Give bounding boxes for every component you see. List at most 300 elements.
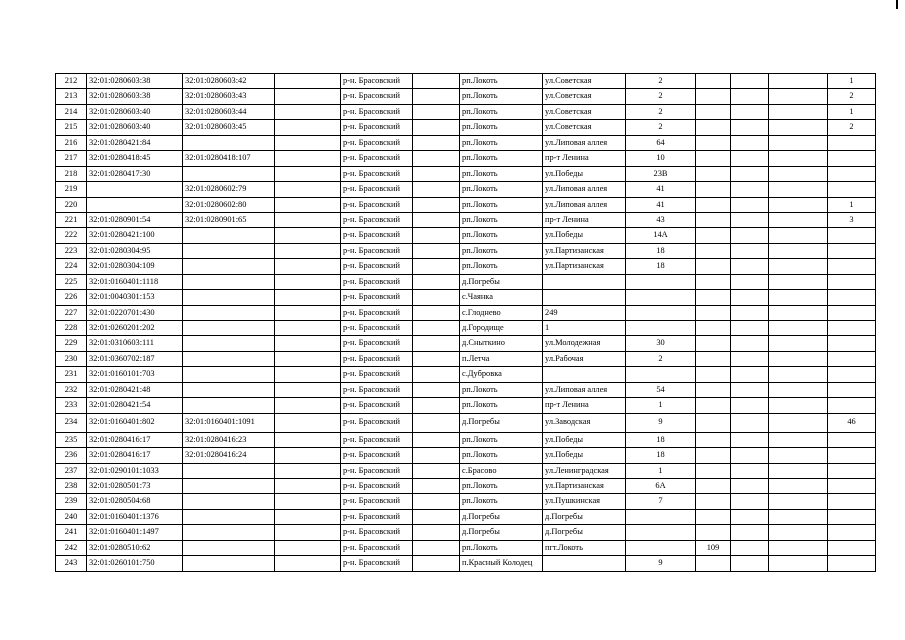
- row-number: 222: [56, 228, 87, 243]
- empty-cell: [275, 89, 341, 104]
- row-number: 219: [56, 182, 87, 197]
- empty-cell: [275, 259, 341, 274]
- house-cell: 1: [626, 398, 696, 413]
- cadastral-number-2: 32:01:0280416:24: [183, 448, 275, 463]
- empty-cell: [275, 120, 341, 135]
- locality-cell: д.Сныткино: [460, 336, 543, 351]
- empty-cell: [413, 74, 460, 89]
- empty-cell: [731, 540, 769, 555]
- cadastral-number-1: 32:01:0290101:1033: [87, 463, 183, 478]
- empty-cell: [275, 351, 341, 366]
- locality-cell: рп.Локоть: [460, 382, 543, 397]
- empty-cell: [413, 151, 460, 166]
- count-cell: 2: [828, 120, 876, 135]
- empty-cell: [731, 243, 769, 258]
- extra-cell: 109: [696, 540, 731, 555]
- empty-cell: [731, 89, 769, 104]
- house-cell: 6А: [626, 478, 696, 493]
- empty-cell: [413, 197, 460, 212]
- extra-cell: [696, 351, 731, 366]
- cadastral-number-2: [183, 367, 275, 382]
- empty-cell: [769, 151, 828, 166]
- table-row: [56, 525, 876, 540]
- empty-cell: [275, 305, 341, 320]
- cadastral-number-2: [183, 228, 275, 243]
- district-cell: р-н. Брасовский: [341, 197, 413, 212]
- house-cell: [626, 305, 696, 320]
- empty-cell: [731, 509, 769, 524]
- empty-cell: [413, 382, 460, 397]
- cadastral-number-2: [183, 351, 275, 366]
- locality-cell: рп.Локоть: [460, 228, 543, 243]
- count-cell: 1: [828, 74, 876, 89]
- street-cell: [543, 290, 626, 305]
- extra-cell: [696, 432, 731, 447]
- row-number: 230: [56, 351, 87, 366]
- row-number: 235: [56, 432, 87, 447]
- row-number: 223: [56, 243, 87, 258]
- district-cell: р-н. Брасовский: [341, 212, 413, 227]
- district-cell: р-н. Брасовский: [341, 243, 413, 258]
- empty-cell: [731, 448, 769, 463]
- count-cell: [828, 367, 876, 382]
- house-cell: 2: [626, 89, 696, 104]
- empty-cell: [413, 305, 460, 320]
- house-cell: [626, 540, 696, 555]
- house-cell: [626, 367, 696, 382]
- empty-cell: [275, 540, 341, 555]
- count-cell: [828, 135, 876, 150]
- extra-cell: [696, 135, 731, 150]
- house-cell: 18: [626, 432, 696, 447]
- empty-cell: [413, 367, 460, 382]
- extra-cell: [696, 509, 731, 524]
- empty-cell: [731, 382, 769, 397]
- empty-cell: [413, 463, 460, 478]
- count-cell: [828, 494, 876, 509]
- cadastral-number-1: 32:01:0160101:703: [87, 367, 183, 382]
- row-number: 232: [56, 382, 87, 397]
- cadastral-number-1: 32:01:0280421:54: [87, 398, 183, 413]
- empty-cell: [731, 321, 769, 336]
- house-cell: 43: [626, 212, 696, 227]
- registry-table: [55, 73, 876, 572]
- table-row: [56, 89, 876, 104]
- locality-cell: рп.Локоть: [460, 243, 543, 258]
- empty-cell: [769, 321, 828, 336]
- cadastral-number-1: 32:01:0280304:109: [87, 259, 183, 274]
- empty-cell: [275, 228, 341, 243]
- extra-cell: [696, 463, 731, 478]
- district-cell: р-н. Брасовский: [341, 74, 413, 89]
- extra-cell: [696, 197, 731, 212]
- locality-cell: рп.Локоть: [460, 89, 543, 104]
- count-cell: [828, 448, 876, 463]
- count-cell: [828, 151, 876, 166]
- table-row: [56, 197, 876, 212]
- cadastral-number-1: [87, 182, 183, 197]
- row-number: 217: [56, 151, 87, 166]
- count-cell: [828, 166, 876, 181]
- count-cell: [828, 259, 876, 274]
- extra-cell: [696, 120, 731, 135]
- locality-cell: рп.Локоть: [460, 197, 543, 212]
- table-row: [56, 182, 876, 197]
- empty-cell: [769, 540, 828, 555]
- table-row: [56, 382, 876, 397]
- cadastral-number-2: [183, 243, 275, 258]
- cadastral-number-2: [183, 321, 275, 336]
- cadastral-number-2: [183, 135, 275, 150]
- street-cell: ул.Советская: [543, 74, 626, 89]
- empty-cell: [413, 540, 460, 555]
- table-row: [56, 398, 876, 413]
- cadastral-number-2: [183, 305, 275, 320]
- cadastral-number-2: [183, 540, 275, 555]
- empty-cell: [731, 494, 769, 509]
- house-cell: 23В: [626, 166, 696, 181]
- district-cell: р-н. Брасовский: [341, 556, 413, 571]
- table-row: [56, 413, 876, 432]
- cadastral-number-1: 32:01:0280504:68: [87, 494, 183, 509]
- house-cell: 41: [626, 182, 696, 197]
- locality-cell: с.Дубровка: [460, 367, 543, 382]
- locality-cell: п.Летча: [460, 351, 543, 366]
- empty-cell: [769, 351, 828, 366]
- empty-cell: [413, 212, 460, 227]
- empty-cell: [769, 463, 828, 478]
- cadastral-number-1: 32:01:0280421:100: [87, 228, 183, 243]
- table-row: [56, 243, 876, 258]
- locality-cell: рп.Локоть: [460, 166, 543, 181]
- empty-cell: [769, 494, 828, 509]
- count-cell: [828, 398, 876, 413]
- table-row: [56, 540, 876, 555]
- street-cell: ул.Липовая аллея: [543, 197, 626, 212]
- empty-cell: [731, 274, 769, 289]
- house-cell: [626, 321, 696, 336]
- district-cell: р-н. Брасовский: [341, 432, 413, 447]
- house-cell: 2: [626, 74, 696, 89]
- empty-cell: [413, 556, 460, 571]
- district-cell: р-н. Брасовский: [341, 351, 413, 366]
- locality-cell: с.Брасово: [460, 463, 543, 478]
- street-cell: ул.Липовая аллея: [543, 382, 626, 397]
- empty-cell: [769, 197, 828, 212]
- street-cell: пр-т Ленина: [543, 398, 626, 413]
- locality-cell: рп.Локоть: [460, 151, 543, 166]
- table-row: [56, 290, 876, 305]
- empty-cell: [731, 135, 769, 150]
- empty-cell: [413, 290, 460, 305]
- street-cell: 1: [543, 321, 626, 336]
- row-number: 231: [56, 367, 87, 382]
- row-number: 216: [56, 135, 87, 150]
- locality-cell: д.Погребы: [460, 413, 543, 432]
- empty-cell: [413, 259, 460, 274]
- table-row: [56, 274, 876, 289]
- empty-cell: [769, 274, 828, 289]
- locality-cell: рп.Локоть: [460, 74, 543, 89]
- table-row: [56, 151, 876, 166]
- cadastral-number-2: 32:01:0160401:1091: [183, 413, 275, 432]
- row-number: 213: [56, 89, 87, 104]
- district-cell: р-н. Брасовский: [341, 228, 413, 243]
- cadastral-number-2: [183, 166, 275, 181]
- cadastral-number-2: [183, 494, 275, 509]
- house-cell: [626, 274, 696, 289]
- empty-cell: [731, 305, 769, 320]
- empty-cell: [413, 448, 460, 463]
- extra-cell: [696, 228, 731, 243]
- street-cell: [543, 367, 626, 382]
- empty-cell: [769, 448, 828, 463]
- table-row: [56, 212, 876, 227]
- empty-cell: [769, 243, 828, 258]
- empty-cell: [413, 321, 460, 336]
- cadastral-number-2: 32:01:0280602:80: [183, 197, 275, 212]
- locality-cell: рп.Локоть: [460, 120, 543, 135]
- empty-cell: [275, 556, 341, 571]
- cadastral-number-2: [183, 463, 275, 478]
- row-number: 218: [56, 166, 87, 181]
- row-number: 242: [56, 540, 87, 555]
- house-cell: 14А: [626, 228, 696, 243]
- empty-cell: [275, 525, 341, 540]
- extra-cell: [696, 243, 731, 258]
- locality-cell: рп.Локоть: [460, 259, 543, 274]
- house-cell: 41: [626, 197, 696, 212]
- count-cell: [828, 556, 876, 571]
- cadastral-number-1: 32:01:0280603:38: [87, 74, 183, 89]
- cadastral-number-1: 32:01:0280421:84: [87, 135, 183, 150]
- house-cell: 7: [626, 494, 696, 509]
- empty-cell: [275, 382, 341, 397]
- locality-cell: рп.Локоть: [460, 135, 543, 150]
- count-cell: [828, 228, 876, 243]
- table-row: [56, 228, 876, 243]
- table-row: [56, 351, 876, 366]
- extra-cell: [696, 274, 731, 289]
- table-row: [56, 305, 876, 320]
- cadastral-number-1: 32:01:0160401:1118: [87, 274, 183, 289]
- empty-cell: [413, 351, 460, 366]
- count-cell: 1: [828, 197, 876, 212]
- cadastral-number-1: 32:01:0280603:40: [87, 120, 183, 135]
- cadastral-number-1: [87, 197, 183, 212]
- row-number: 234: [56, 413, 87, 432]
- street-cell: ул.Партизанская: [543, 478, 626, 493]
- cadastral-number-1: 32:01:0160401:802: [87, 413, 183, 432]
- street-cell: ул.Советская: [543, 104, 626, 119]
- row-number: 239: [56, 494, 87, 509]
- cadastral-number-1: 32:01:0280304:95: [87, 243, 183, 258]
- empty-cell: [413, 135, 460, 150]
- extra-cell: [696, 290, 731, 305]
- table-row: [56, 74, 876, 89]
- extra-cell: [696, 398, 731, 413]
- locality-cell: д.Погребы: [460, 525, 543, 540]
- empty-cell: [731, 182, 769, 197]
- empty-cell: [275, 212, 341, 227]
- cadastral-number-2: [183, 398, 275, 413]
- street-cell: ул.Победы: [543, 432, 626, 447]
- cadastral-number-1: 32:01:0280417:30: [87, 166, 183, 181]
- table-body: [56, 74, 876, 572]
- street-cell: ул.Победы: [543, 448, 626, 463]
- district-cell: р-н. Брасовский: [341, 398, 413, 413]
- cadastral-number-2: [183, 509, 275, 524]
- house-cell: 2: [626, 351, 696, 366]
- cadastral-number-2: [183, 259, 275, 274]
- empty-cell: [275, 336, 341, 351]
- empty-cell: [731, 463, 769, 478]
- house-cell: 18: [626, 259, 696, 274]
- extra-cell: [696, 212, 731, 227]
- locality-cell: рп.Локоть: [460, 540, 543, 555]
- district-cell: р-н. Брасовский: [341, 182, 413, 197]
- empty-cell: [731, 351, 769, 366]
- street-cell: ул.Пушкинская: [543, 494, 626, 509]
- cadastral-number-1: 32:01:0160401:1497: [87, 525, 183, 540]
- row-number: 212: [56, 74, 87, 89]
- cadastral-number-1: 32:01:0360702:187: [87, 351, 183, 366]
- house-cell: 18: [626, 243, 696, 258]
- extra-cell: [696, 413, 731, 432]
- empty-cell: [275, 321, 341, 336]
- count-cell: 46: [828, 413, 876, 432]
- extra-cell: [696, 305, 731, 320]
- locality-cell: рп.Локоть: [460, 104, 543, 119]
- empty-cell: [275, 448, 341, 463]
- empty-cell: [769, 398, 828, 413]
- house-cell: 18: [626, 448, 696, 463]
- district-cell: р-н. Брасовский: [341, 89, 413, 104]
- locality-cell: рп.Локоть: [460, 212, 543, 227]
- district-cell: р-н. Брасовский: [341, 525, 413, 540]
- cadastral-number-1: 32:01:0280603:40: [87, 104, 183, 119]
- empty-cell: [275, 367, 341, 382]
- cadastral-number-2: 32:01:0280603:42: [183, 74, 275, 89]
- empty-cell: [731, 413, 769, 432]
- house-cell: 30: [626, 336, 696, 351]
- empty-cell: [731, 166, 769, 181]
- empty-cell: [275, 432, 341, 447]
- house-cell: 10: [626, 151, 696, 166]
- cadastral-number-2: 32:01:0280603:43: [183, 89, 275, 104]
- count-cell: [828, 382, 876, 397]
- house-cell: [626, 290, 696, 305]
- count-cell: [828, 509, 876, 524]
- table-row: [56, 321, 876, 336]
- house-cell: 54: [626, 382, 696, 397]
- street-cell: ул.Победы: [543, 166, 626, 181]
- locality-cell: д.Городище: [460, 321, 543, 336]
- locality-cell: рп.Локоть: [460, 448, 543, 463]
- cadastral-number-2: [183, 290, 275, 305]
- empty-cell: [413, 104, 460, 119]
- empty-cell: [731, 120, 769, 135]
- empty-cell: [731, 398, 769, 413]
- house-cell: 1: [626, 463, 696, 478]
- count-cell: [828, 478, 876, 493]
- empty-cell: [731, 556, 769, 571]
- district-cell: р-н. Брасовский: [341, 305, 413, 320]
- street-cell: ул.Советская: [543, 120, 626, 135]
- extra-cell: [696, 182, 731, 197]
- empty-cell: [731, 104, 769, 119]
- empty-cell: [731, 74, 769, 89]
- count-cell: 3: [828, 212, 876, 227]
- empty-cell: [769, 212, 828, 227]
- district-cell: р-н. Брасовский: [341, 120, 413, 135]
- cadastral-number-2: 32:01:0280901:65: [183, 212, 275, 227]
- street-cell: ул.Заводская: [543, 413, 626, 432]
- count-cell: [828, 321, 876, 336]
- extra-cell: [696, 525, 731, 540]
- cadastral-number-1: 32:01:0280416:17: [87, 432, 183, 447]
- cadastral-number-1: 32:01:0280501:73: [87, 478, 183, 493]
- cadastral-number-1: 32:01:0280510:62: [87, 540, 183, 555]
- empty-cell: [275, 463, 341, 478]
- empty-cell: [731, 259, 769, 274]
- extra-cell: [696, 367, 731, 382]
- empty-cell: [769, 305, 828, 320]
- count-cell: [828, 305, 876, 320]
- cadastral-number-2: [183, 556, 275, 571]
- table-row: [56, 448, 876, 463]
- cadastral-number-2: [183, 336, 275, 351]
- empty-cell: [769, 228, 828, 243]
- district-cell: р-н. Брасовский: [341, 540, 413, 555]
- cadastral-number-2: [183, 274, 275, 289]
- count-cell: [828, 290, 876, 305]
- empty-cell: [769, 182, 828, 197]
- cadastral-number-1: 32:01:0280603:38: [87, 89, 183, 104]
- empty-cell: [275, 478, 341, 493]
- empty-cell: [413, 494, 460, 509]
- house-cell: 2: [626, 120, 696, 135]
- empty-cell: [275, 182, 341, 197]
- row-number: 215: [56, 120, 87, 135]
- district-cell: р-н. Брасовский: [341, 274, 413, 289]
- locality-cell: д.Погребы: [460, 274, 543, 289]
- extra-cell: [696, 151, 731, 166]
- row-number: 226: [56, 290, 87, 305]
- street-cell: ул.Победы: [543, 228, 626, 243]
- street-cell: 249: [543, 305, 626, 320]
- empty-cell: [275, 509, 341, 524]
- empty-cell: [731, 336, 769, 351]
- district-cell: р-н. Брасовский: [341, 367, 413, 382]
- empty-cell: [769, 290, 828, 305]
- extra-cell: [696, 336, 731, 351]
- table-row: [56, 432, 876, 447]
- empty-cell: [275, 494, 341, 509]
- extra-cell: [696, 104, 731, 119]
- district-cell: р-н. Брасовский: [341, 478, 413, 493]
- extra-cell: [696, 259, 731, 274]
- empty-cell: [731, 197, 769, 212]
- row-number: 225: [56, 274, 87, 289]
- empty-cell: [731, 432, 769, 447]
- empty-cell: [769, 89, 828, 104]
- empty-cell: [731, 228, 769, 243]
- empty-cell: [413, 336, 460, 351]
- street-cell: ул.Ленинградская: [543, 463, 626, 478]
- street-cell: д.Погребы: [543, 525, 626, 540]
- cadastral-number-2: [183, 525, 275, 540]
